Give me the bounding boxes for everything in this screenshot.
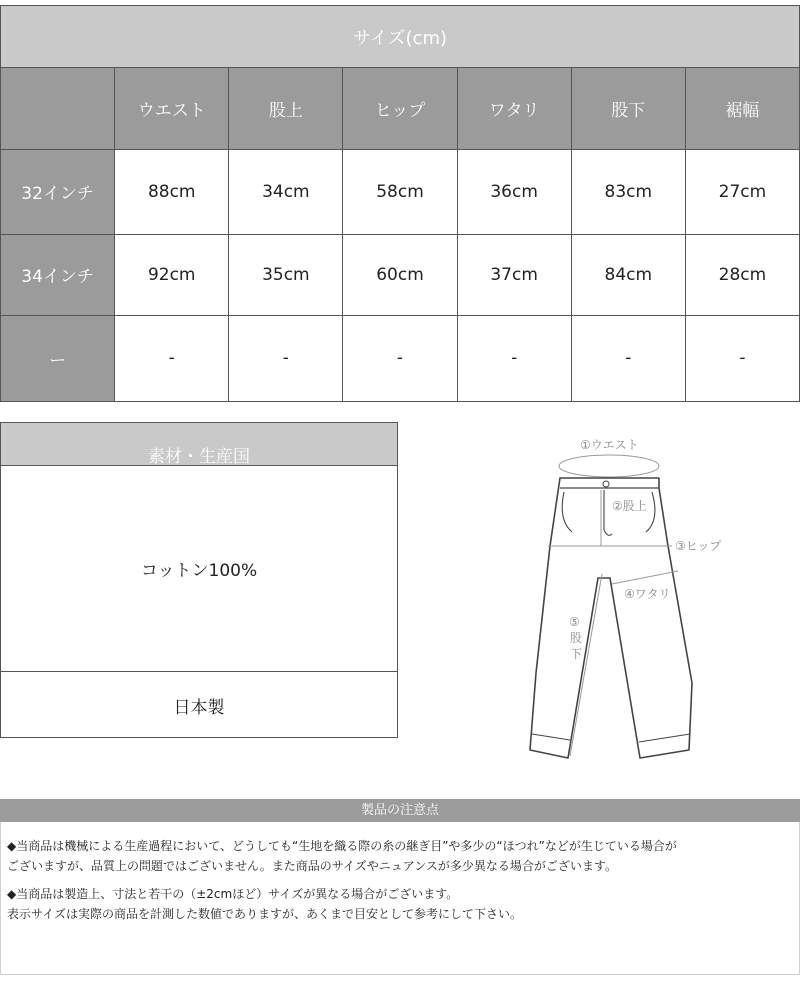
material-box	[0, 422, 398, 738]
left-hem-line	[532, 734, 570, 740]
country-of-origin: 日本製	[173, 697, 225, 718]
table-cell: 28cm	[685, 235, 799, 315]
table-cell: -	[115, 315, 229, 401]
table-cell: -	[343, 315, 457, 401]
table-cell: 37cm	[457, 235, 571, 315]
size-table-header-row	[1, 68, 800, 149]
table-cell: 83cm	[571, 149, 685, 234]
fly-seam	[604, 490, 612, 535]
table-cell: 58cm	[343, 149, 457, 234]
label-hip: ③ヒップ	[675, 539, 722, 553]
col-header-inseam: 股下	[571, 68, 685, 149]
note-paragraph-2	[7, 884, 522, 924]
row-label-32: 32インチ	[1, 149, 115, 234]
corner-cell	[1, 68, 115, 149]
size-table	[0, 5, 800, 402]
table-cell: 27cm	[685, 149, 799, 234]
material-composition: コットン100%	[1, 466, 397, 672]
table-row	[1, 235, 800, 315]
col-header-waist: ウエスト	[115, 68, 229, 149]
right-pocket	[646, 492, 655, 532]
pants-diagram	[520, 428, 740, 768]
right-hem-line	[639, 734, 690, 742]
material-header: 素材・生産国	[1, 423, 397, 466]
table-cell: -	[229, 315, 343, 401]
table-row	[1, 315, 800, 401]
col-header-rise: 股上	[229, 68, 343, 149]
label-inseam-number: ⑤	[569, 615, 580, 629]
table-cell: 35cm	[229, 235, 343, 315]
label-inseam-1: 股	[570, 631, 583, 645]
table-cell: 36cm	[457, 149, 571, 234]
row-label-34: 34インチ	[1, 235, 115, 315]
table-cell: 84cm	[571, 235, 685, 315]
left-pocket	[562, 492, 572, 532]
note-line-2: ございますが、品質上の問題ではございません。また商品のサイズやニュアンスが多少異なる場合がございます。	[7, 859, 617, 873]
label-rise: ②股上	[612, 499, 647, 513]
note-paragraph-1	[7, 836, 677, 876]
col-header-thigh: ワタリ	[457, 68, 571, 149]
table-cell: 88cm	[115, 149, 229, 234]
col-header-hem: 裾幅	[685, 68, 799, 149]
notes-header: 製品の注意点	[0, 799, 800, 822]
note-line-4: 表示サイズは実際の商品を計測した数値でありますが、あくまで目安として参考にして下さい。	[7, 907, 523, 921]
table-cell: -	[457, 315, 571, 401]
table-row	[1, 149, 800, 234]
table-cell: -	[685, 315, 799, 401]
button-icon	[603, 481, 609, 487]
table-cell: 60cm	[343, 235, 457, 315]
note-line-1: ◆当商品は機械による生産過程において、どうしても“生地を織る際の糸の継ぎ目”や多少の“ほつれ”などが生じている場合が	[7, 839, 677, 853]
table-cell: 34cm	[229, 149, 343, 234]
table-cell: 92cm	[115, 235, 229, 315]
row-label-empty: ー	[1, 315, 115, 401]
waist-measure-ellipse	[559, 455, 659, 477]
note-line-3: ◆当商品は製造上、寸法と若干の（±2cmほど）サイズが異なる場合がございます。	[7, 887, 459, 901]
label-waist: ①ウエスト	[580, 438, 639, 452]
thigh-measure-line	[612, 571, 678, 584]
table-cell: -	[571, 315, 685, 401]
label-inseam-2: 下	[570, 647, 583, 661]
col-header-hip: ヒップ	[343, 68, 457, 149]
notes-box	[0, 822, 800, 975]
pants-outline	[530, 478, 692, 758]
label-thigh: ④ワタリ	[624, 587, 671, 601]
size-table-title: サイズ(cm)	[1, 6, 800, 68]
inseam-measure-line	[570, 574, 602, 756]
